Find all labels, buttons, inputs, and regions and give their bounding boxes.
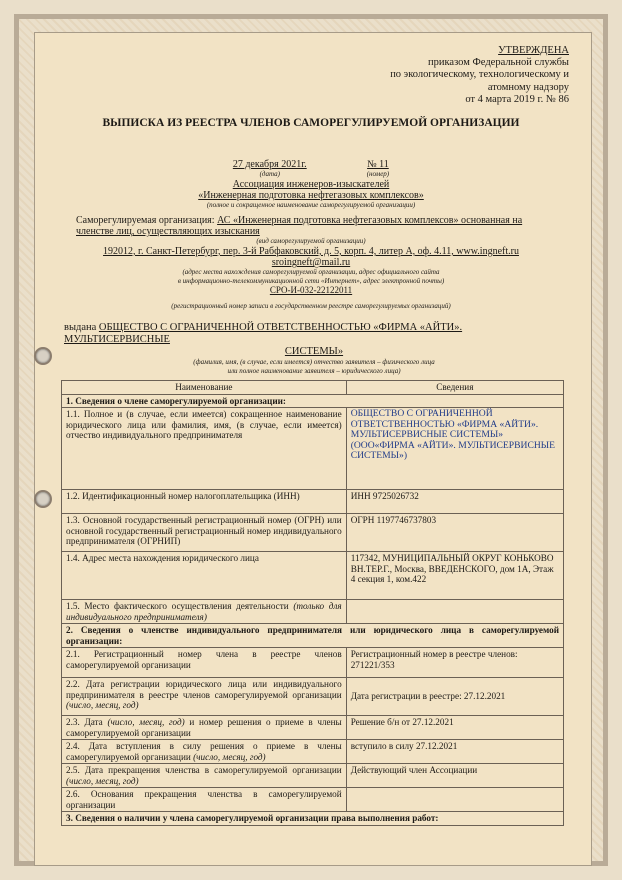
sro-reg-number: СРО-И-032-22122011 (269, 285, 353, 296)
reg-caption: (регистрационный номер записи в государственном реестре саморегулируемых организаций) (171, 301, 451, 310)
approval-line: атомному надзору (487, 81, 569, 93)
section-row (62, 624, 564, 648)
field-value: ОБЩЕСТВО С ОГРАНИЧЕННОЙ ОТВЕТСТВЕННОСТЬЮ «ФИРМА «АЙТИ». МУЛЬТИСЕРВИСНЫЕ СИСТЕМЫ» (ООО«ФИРМА «АЙТИ». МУЛЬТИСЕРВИСНЫЕ СИСТЕМЫ») (346, 408, 563, 490)
register-table (61, 380, 564, 826)
table-row (62, 514, 564, 552)
approval-line: от 4 марта 2019 г. № 86 (465, 93, 569, 105)
binder-hole-icon (34, 347, 52, 365)
table-row (62, 740, 564, 764)
sro-email: sroingneft@mail.ru (271, 257, 351, 269)
binder-hole-icon (34, 490, 52, 508)
field-name: 1.1. Полное и (в случае, если имеется) сокращенное наименование юридического лица или фамилия, имя, (в случае, если имеется) отчество индивидуального предпринимателя (62, 408, 347, 490)
field-name: 1.3. Основной государственный регистрационный номер (ОГРН) или основной государственный регистрационный номер индивидуального предпринимателя (ОГРНИП) (62, 514, 347, 552)
document-title: ВЫПИСКА ИЗ РЕЕСТРА ЧЛЕНОВ САМОРЕГУЛИРУЕМОЙ ОРГАНИЗАЦИИ (102, 117, 520, 129)
field-value: ОГРН 1197746737803 (346, 514, 563, 552)
table-row (62, 678, 564, 716)
date-caption: (дата) (259, 170, 280, 179)
issued-caption: или полное наименование заявителя – юридического лица) (227, 366, 401, 375)
association-name: Ассоциация инженеров-изыскателей (232, 178, 390, 190)
field-name: 1.5. Место фактического осуществления деятельности (66, 601, 289, 611)
approval-title: УТВЕРЖДЕНА (498, 45, 569, 56)
sro-label: Саморегулируемая организация: (76, 215, 215, 226)
section-title: 2. Сведения о членстве индивидуального предпринимателя или юридического лица в саморегулируемой организации: (62, 624, 564, 648)
field-name: 1.2. Идентификационный номер налогоплательщика (ИНН) (62, 490, 347, 514)
field-name-note: (число, месяц, год) (107, 717, 185, 727)
address-caption: (адрес места нахождения саморегулируемой организации, адрес официального сайта (182, 268, 440, 277)
field-name-note: (только для индивидуального предпринимателя) (66, 601, 342, 622)
field-value (346, 600, 563, 624)
sro-block (76, 215, 546, 310)
field-name-note: (число, месяц, год) (193, 751, 266, 762)
field-value: Решение б/н от 27.12.2021 (346, 716, 563, 740)
field-name: 2.6. Основания прекращения членства в саморегулируемой организации (62, 788, 347, 812)
field-value: 117342, МУНИЦИПАЛЬНЫЙ ОКРУГ КОНЬКОВО ВН.ТЕР.Г., Москва, ВВЕДЕНСКОГО, дом 1А, Этаж 4 секция 1, ком.422 (346, 552, 563, 600)
column-header: Наименование (62, 381, 347, 395)
field-value: вступило в силу 27.12.2021 (346, 740, 563, 764)
sro-address: 192012, г. Санкт-Петербург, пер. 3-й Рабфаковский, д. 5, корп. 4, литер А, оф. 4.11, www.ingneft.ru (103, 245, 519, 257)
field-name: 2.1. Регистрационный номер члена в реестре членов саморегулируемой организации (62, 648, 347, 678)
issued-label: выдана (64, 322, 97, 333)
table-row (62, 716, 564, 740)
field-value: Регистрационный номер в реестре членов: 271221/353 (346, 648, 563, 678)
section-row (62, 812, 564, 826)
field-name-note: (число, месяц, год) (66, 775, 139, 786)
section-title: 3. Сведения о наличии у члена саморегулируемой организации права выполнения работ: (62, 812, 564, 826)
field-value (346, 788, 563, 812)
address-caption: в информационно-телекоммуникационной сети «Интернет», адрес электронной почты) (177, 276, 445, 285)
approval-line: приказом Федеральной службы (428, 57, 569, 69)
table-row (62, 600, 564, 624)
issued-to-block (64, 322, 564, 375)
approval-line: по экологическому, технологическому и (390, 69, 569, 81)
field-name: 2.4. Дата вступления в силу решения о приеме в члены саморегулируемой организации (66, 741, 342, 762)
table-row (62, 490, 564, 514)
section-title: 1. Сведения о члене саморегулируемой организации: (62, 394, 564, 408)
field-name-note: (число, месяц, год) (66, 700, 139, 710)
approval-stamp (349, 45, 569, 106)
issued-caption: (фамилия, имя, (в случае, если имеется) отчество заявителя – физического лица (193, 358, 435, 366)
section-row (62, 394, 564, 408)
field-name: 2.2. Дата регистрации юридического лица или индивидуального предпринимателя в реестре членов саморегулируемой организации (66, 679, 342, 700)
association-name: «Инженерная подготовка нефтегазовых комплексов» (198, 189, 424, 201)
table-row (62, 764, 564, 788)
header-block (80, 159, 542, 210)
column-header: Сведения (346, 381, 563, 395)
field-name: 2.5. Дата прекращения членства в саморегулируемой организации (66, 765, 342, 775)
issue-number: № 11 (367, 159, 389, 170)
table-row (62, 648, 564, 678)
issued-value: СИСТЕМЫ» (284, 346, 344, 357)
table-header-row (62, 381, 564, 395)
issued-value: ОБЩЕСТВО С ОГРАНИЧЕННОЙ ОТВЕТСТВЕННОСТЬЮ «ФИРМА «АЙТИ». МУЛЬТИСЕРВИСНЫЕ (64, 322, 463, 345)
field-value: Дата регистрации в реестре: 27.12.2021 (346, 678, 563, 716)
field-name: 2.3. Дата (66, 717, 103, 727)
table-row (62, 788, 564, 812)
field-name: и номер решения о приеме в члены саморегулируемой организации (66, 717, 342, 738)
field-value: Действующий член Ассоциации (346, 764, 563, 788)
association-caption: (полное и сокращенное наименование саморегулируемой организации) (206, 201, 416, 210)
field-value: ИНН 9725026732 (346, 490, 563, 514)
issue-date: 27 декабря 2021г. (232, 159, 307, 170)
table-row (62, 408, 564, 490)
table-row (62, 552, 564, 600)
field-name: 1.4. Адрес места нахождения юридического лица (62, 552, 347, 600)
number-caption: (номер) (366, 170, 390, 179)
sro-caption: (вид саморегулируемой организации) (256, 237, 366, 246)
sro-value: АС «Инженерная подготовка нефтегазовых комплексов» основанная на членстве лиц, осуществляющих изыскания (76, 215, 523, 238)
